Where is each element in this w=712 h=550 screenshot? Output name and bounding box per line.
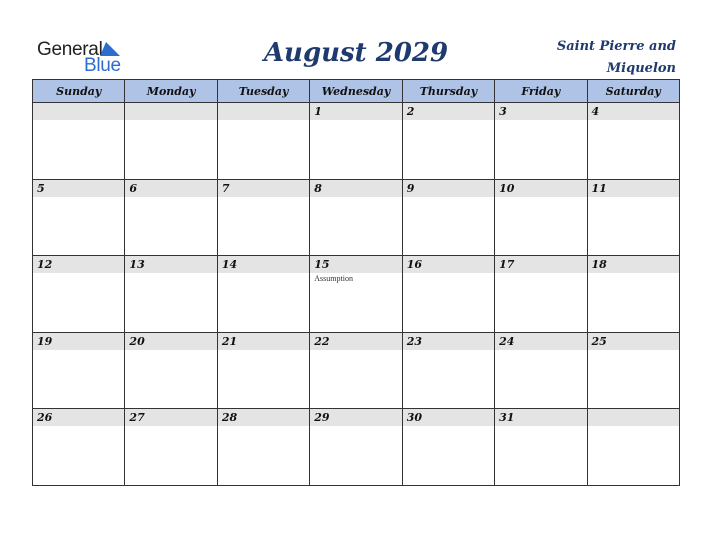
day-number (125, 103, 216, 120)
weekday-header: Wednesday (310, 80, 402, 103)
day-number: 26 (33, 409, 124, 426)
day-number: 22 (310, 333, 401, 350)
day-number: 3 (495, 103, 586, 120)
day-cell[interactable] (218, 256, 310, 333)
brand-triangle-icon (100, 42, 120, 56)
week-row (33, 103, 680, 180)
day-number: 4 (588, 103, 679, 120)
day-cell[interactable] (310, 333, 402, 410)
region-label: Saint Pierre and Miquelon (556, 39, 676, 76)
day-cell[interactable] (588, 180, 680, 257)
day-cell[interactable] (310, 256, 402, 333)
weeks-container (33, 103, 680, 486)
day-cell[interactable] (125, 180, 217, 257)
day-number: 24 (495, 333, 586, 350)
calendar-title: August 2029 (263, 38, 449, 68)
day-number: 19 (33, 333, 124, 350)
day-number: 5 (33, 180, 124, 197)
day-cell[interactable] (495, 103, 587, 180)
day-cell[interactable] (125, 333, 217, 410)
day-number: 13 (125, 256, 216, 273)
day-number: 28 (218, 409, 309, 426)
day-number: 12 (33, 256, 124, 273)
day-cell[interactable] (588, 333, 680, 410)
weekday-header-row (33, 80, 680, 103)
weekday-header: Sunday (33, 80, 125, 103)
day-cell[interactable] (33, 180, 125, 257)
day-number: 7 (218, 180, 309, 197)
weekday-header: Thursday (403, 80, 495, 103)
day-number: 1 (310, 103, 401, 120)
day-cell[interactable] (218, 409, 310, 486)
weekday-header: Tuesday (218, 80, 310, 103)
day-number: 20 (125, 333, 216, 350)
holiday-label: Assumption (314, 274, 353, 284)
day-cell[interactable] (310, 103, 402, 180)
week-row (33, 333, 680, 410)
day-cell[interactable] (403, 409, 495, 486)
day-cell[interactable] (588, 409, 680, 486)
day-cell[interactable] (588, 103, 680, 180)
day-number: 17 (495, 256, 586, 273)
brand-name-general: General (37, 39, 103, 60)
day-cell[interactable] (495, 256, 587, 333)
day-cell[interactable] (125, 409, 217, 486)
day-number: 23 (403, 333, 494, 350)
day-cell[interactable] (495, 180, 587, 257)
day-number: 31 (495, 409, 586, 426)
day-cell[interactable] (495, 409, 587, 486)
day-cell[interactable] (218, 180, 310, 257)
brand-logo (37, 38, 132, 74)
day-number: 30 (403, 409, 494, 426)
day-number (588, 409, 679, 426)
day-number: 9 (403, 180, 494, 197)
day-cell[interactable] (403, 180, 495, 257)
day-cell[interactable] (33, 409, 125, 486)
day-cell[interactable] (125, 103, 217, 180)
day-number: 25 (588, 333, 679, 350)
day-number: 10 (495, 180, 586, 197)
day-cell[interactable] (495, 333, 587, 410)
day-number: 11 (588, 180, 679, 197)
day-cell[interactable] (218, 333, 310, 410)
day-cell[interactable] (403, 333, 495, 410)
day-number: 16 (403, 256, 494, 273)
day-number (218, 103, 309, 120)
weekday-header: Monday (125, 80, 217, 103)
day-number: 27 (125, 409, 216, 426)
day-number: 8 (310, 180, 401, 197)
week-row (33, 180, 680, 257)
week-row (33, 256, 680, 333)
brand-name-blue: Blue (84, 55, 121, 76)
day-cell[interactable] (33, 103, 125, 180)
week-row (33, 409, 680, 486)
weekday-header: Friday (495, 80, 587, 103)
day-cell[interactable] (125, 256, 217, 333)
weekday-header: Saturday (588, 80, 680, 103)
day-number (33, 103, 124, 120)
day-number: 21 (218, 333, 309, 350)
day-cell[interactable] (403, 256, 495, 333)
month-calendar-grid (32, 79, 680, 486)
day-number: 14 (218, 256, 309, 273)
day-cell[interactable] (33, 256, 125, 333)
day-cell[interactable] (218, 103, 310, 180)
day-number: 6 (125, 180, 216, 197)
day-cell[interactable] (403, 103, 495, 180)
day-number: 29 (310, 409, 401, 426)
day-number: 2 (403, 103, 494, 120)
day-cell[interactable] (310, 409, 402, 486)
day-cell[interactable] (310, 180, 402, 257)
day-number: 15 (310, 256, 401, 273)
day-cell[interactable] (33, 333, 125, 410)
day-cell[interactable] (588, 256, 680, 333)
day-number: 18 (588, 256, 679, 273)
